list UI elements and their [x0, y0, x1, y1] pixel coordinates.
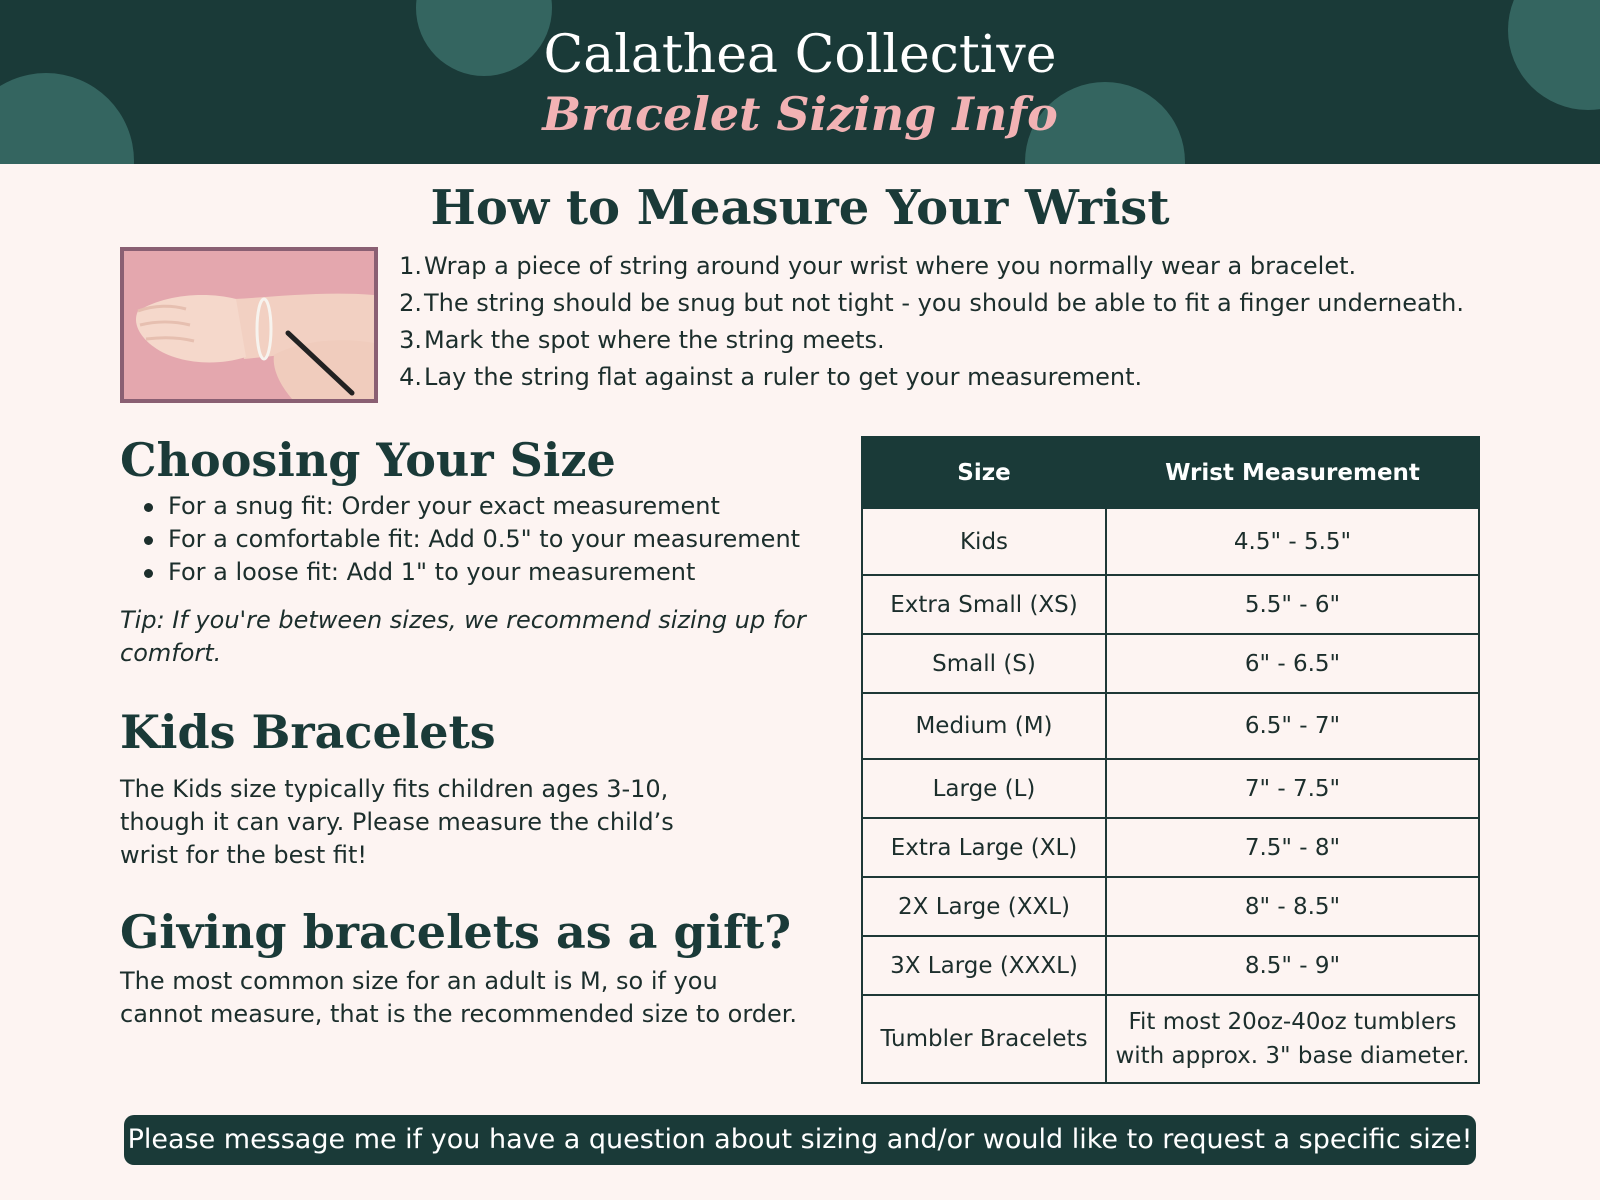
size-cell: Extra Large (XL) — [862, 818, 1106, 877]
gift-description — [120, 965, 797, 1031]
column-header-measurement: Wrist Measurement — [1106, 437, 1479, 508]
text-line: wrist for the best fit! — [120, 841, 368, 869]
sizing-tip: Tip: If you're between sizes, we recommend sizing up for comfort. — [120, 606, 806, 667]
table-row — [862, 995, 1479, 1083]
measure-heading: How to Measure Your Wrist — [430, 180, 1170, 236]
step-number: 4. — [399, 363, 422, 391]
list-item — [396, 359, 1464, 396]
text-line: though it can vary. Please measure the child’s — [120, 808, 674, 836]
measurement-cell: 7.5" - 8" — [1106, 818, 1479, 877]
step-number: 3. — [399, 326, 422, 354]
header-banner — [0, 0, 1600, 164]
measurement-cell: 8.5" - 9" — [1106, 936, 1479, 995]
step-text: The string should be snug but not tight - you should be able to fit a finger underneath. — [424, 289, 1464, 317]
choosing-size-heading: Choosing Your Size — [120, 433, 616, 487]
table-row — [862, 818, 1479, 877]
text-line: with approx. 3" base diameter. — [1115, 1043, 1470, 1069]
table-row — [862, 936, 1479, 995]
table-row — [862, 877, 1479, 936]
brand-title: Calathea Collective — [543, 25, 1057, 85]
step-text: Lay the string flat against a ruler to get your measurement. — [424, 363, 1143, 391]
measurement-cell: 4.5" - 5.5" — [1106, 508, 1479, 575]
fit-options-list — [140, 490, 800, 589]
size-cell: Medium (M) — [862, 693, 1106, 759]
measurement-cell: 8" - 8.5" — [1106, 877, 1479, 936]
list-item: For a snug fit: Order your exact measurement — [140, 490, 800, 523]
page-subtitle: Bracelet Sizing Info — [542, 87, 1058, 141]
size-cell: Small (S) — [862, 634, 1106, 693]
size-cell: Large (L) — [862, 759, 1106, 818]
measurement-cell: 6.5" - 7" — [1106, 693, 1479, 759]
text-line: The most common size for an adult is M, so if you — [120, 967, 718, 995]
size-cell: Extra Small (XS) — [862, 575, 1106, 634]
measure-steps-list — [396, 248, 1464, 396]
size-cell: Tumbler Bracelets — [862, 995, 1106, 1083]
text-line: The Kids size typically fits children ages 3-10, — [120, 775, 669, 803]
column-header-size: Size — [862, 437, 1106, 508]
table-row — [862, 634, 1479, 693]
size-cell: 3X Large (XXXL) — [862, 936, 1106, 995]
list-item: For a comfortable fit: Add 0.5" to your measurement — [140, 523, 800, 556]
text-line: cannot measure, that is the recommended size to order. — [120, 1000, 798, 1028]
kids-description — [120, 773, 674, 872]
list-item — [396, 322, 1464, 359]
size-cell: Kids — [862, 508, 1106, 575]
step-number: 2. — [399, 289, 422, 317]
measurement-cell: 7" - 7.5" — [1106, 759, 1479, 818]
size-cell: 2X Large (XXL) — [862, 877, 1106, 936]
measurement-cell: 6" - 6.5" — [1106, 634, 1479, 693]
list-item — [396, 285, 1464, 322]
sizing-contact-banner: Please message me if you have a question about sizing and/or would like to request a specific size! — [124, 1115, 1476, 1165]
gift-heading: Giving bracelets as a gift? — [120, 905, 792, 959]
table-header-row — [862, 437, 1479, 508]
table-row — [862, 575, 1479, 634]
table-row — [862, 759, 1479, 818]
table-row — [862, 693, 1479, 759]
size-chart-table — [861, 436, 1480, 1084]
list-item: For a loose fit: Add 1" to your measurement — [140, 556, 800, 589]
step-text: Wrap a piece of string around your wrist where you normally wear a bracelet. — [424, 252, 1357, 280]
step-text: Mark the spot where the string meets. — [424, 326, 885, 354]
text-line: Fit most 20oz-40oz tumblers — [1128, 1009, 1457, 1035]
measurement-cell: 5.5" - 6" — [1106, 575, 1479, 634]
list-item — [396, 248, 1464, 285]
step-number: 1. — [399, 252, 422, 280]
wrist-measuring-photo — [120, 247, 378, 403]
kids-heading: Kids Bracelets — [120, 705, 496, 759]
table-row — [862, 508, 1479, 575]
wrist-string-illustration — [124, 251, 374, 399]
measurement-cell — [1106, 995, 1479, 1083]
